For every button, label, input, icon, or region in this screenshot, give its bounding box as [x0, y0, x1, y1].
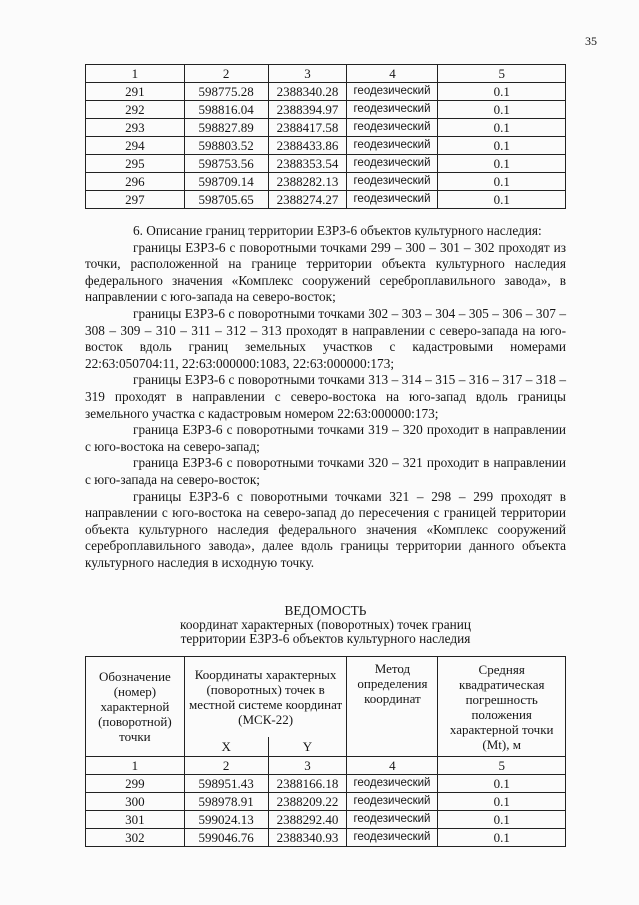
- method-cell: геодезический: [347, 119, 438, 137]
- header-cell: 5: [438, 65, 566, 83]
- x-coordinate-cell: 598775.28: [184, 83, 268, 101]
- method-cell: геодезический: [347, 137, 438, 155]
- point-number-cell: 299: [86, 775, 185, 793]
- point-number-cell: 296: [86, 173, 185, 191]
- accuracy-cell: 0.1: [438, 829, 566, 847]
- y-coordinate-cell: 2388394.97: [268, 101, 347, 119]
- vedomost-title: ВЕДОМОСТЬ: [284, 603, 367, 618]
- method-cell: геодезический: [347, 811, 438, 829]
- table-row: [86, 119, 566, 137]
- table-row: [86, 137, 566, 155]
- column-number: 4: [347, 757, 438, 775]
- table-row: [86, 101, 566, 119]
- y-coordinate-cell: 2388166.18: [268, 775, 347, 793]
- table-row: [86, 829, 566, 847]
- x-coordinate-cell: 599046.76: [184, 829, 268, 847]
- point-number-cell: 297: [86, 191, 185, 209]
- page-number: 35: [585, 34, 597, 48]
- accuracy-cell: 0.1: [438, 811, 566, 829]
- method-cell: геодезический: [347, 793, 438, 811]
- accuracy-cell: 0.1: [438, 793, 566, 811]
- y-coordinate-cell: 2388433.86: [268, 137, 347, 155]
- y-coordinate-cell: 2388340.93: [268, 829, 347, 847]
- accuracy-cell: 0.1: [438, 83, 566, 101]
- column-number: 3: [268, 757, 347, 775]
- point-number-cell: 292: [86, 101, 185, 119]
- header-designation: Обозначение (номер) характерной (поворотной) точки: [86, 657, 185, 757]
- point-number-cell: 294: [86, 137, 185, 155]
- header-cell: 2: [184, 65, 268, 83]
- header-x: X: [184, 737, 268, 757]
- x-coordinate-cell: 598705.65: [184, 191, 268, 209]
- paragraph: границы ЕЗРЗ-6 с поворотными точками 299 – 300 – 301 – 302 проходят из точки, расположенной на границе территории объекта культурного наследия федерального значения «Комплекс сооружений сереброплавильного завода», в направлении с юго-запада на северо-восток;: [85, 239, 566, 305]
- header-coordinates: Координаты характерных (поворотных) точек в местной системе координат (МСК-22): [184, 657, 347, 738]
- method-cell: геодезический: [347, 173, 438, 191]
- column-number: 5: [438, 757, 566, 775]
- paragraph: границы ЕЗРЗ-6 с поворотными точками 313 – 314 – 315 – 316 – 317 – 318 – 319 проходят в направлении с северо-востока на юго-запад вдоль границы земельного участка с кадастровым номером 22:63:000000:173;: [85, 372, 566, 421]
- table-row: [86, 811, 566, 829]
- y-coordinate-cell: 2388282.13: [268, 173, 347, 191]
- header-cell: 4: [347, 65, 438, 83]
- point-number-cell: 295: [86, 155, 185, 173]
- y-coordinate-cell: 2388274.27: [268, 191, 347, 209]
- header-cell: 1: [86, 65, 185, 83]
- header-y: Y: [268, 737, 347, 757]
- method-cell: геодезический: [347, 775, 438, 793]
- method-cell: геодезический: [347, 101, 438, 119]
- accuracy-cell: 0.1: [438, 119, 566, 137]
- paragraph: граница ЕЗРЗ-6 с поворотными точками 319 – 320 проходит в направлении с юго-востока на северо-запад;: [85, 422, 566, 454]
- method-cell: геодезический: [347, 155, 438, 173]
- x-coordinate-cell: 598827.89: [184, 119, 268, 137]
- point-number-cell: 300: [86, 793, 185, 811]
- header-accuracy: Средняя квадратическая погрешность положения характерной точки (Mt), м: [438, 657, 566, 757]
- table-row: [86, 83, 566, 101]
- y-coordinate-cell: 2388340.28: [268, 83, 347, 101]
- method-cell: геодезический: [347, 83, 438, 101]
- y-coordinate-cell: 2388417.58: [268, 119, 347, 137]
- table-row: [86, 173, 566, 191]
- point-number-cell: 291: [86, 83, 185, 101]
- paragraph: граница ЕЗРЗ-6 с поворотными точками 320 – 321 проходит в направлении с юго-запада на северо-восток;: [85, 455, 566, 487]
- x-coordinate-cell: 598978.91: [184, 793, 268, 811]
- column-number: 2: [184, 757, 268, 775]
- x-coordinate-cell: 598753.56: [184, 155, 268, 173]
- table-row: [86, 155, 566, 173]
- x-coordinate-cell: 599024.13: [184, 811, 268, 829]
- coordinates-table-top: [85, 64, 566, 209]
- header-method: Метод определения координат: [347, 657, 438, 757]
- point-number-cell: 293: [86, 119, 185, 137]
- vedomost-subtitle-2: территории ЕЗРЗ-6 объектов культурного наследия: [180, 631, 471, 646]
- paragraph: границы ЕЗРЗ-6 с поворотными точками 321 – 298 – 299 проходят в направлении с юго-востока на северо-запад до пересечения с границей территории объекта культурного наследия федерального значения «Комплекс сооружений сереброплавильного завода», далее вдоль границы территории данного объекта культурного наследия в исходную точку.: [85, 488, 566, 570]
- section-heading: 6. Описание границ территории ЕЗРЗ-6 объектов культурного наследия:: [133, 223, 542, 238]
- boundary-description: [85, 223, 566, 571]
- table-row: [86, 793, 566, 811]
- accuracy-cell: 0.1: [438, 173, 566, 191]
- table-header-row: [86, 65, 566, 83]
- x-coordinate-cell: 598709.14: [184, 173, 268, 191]
- vedomost-title-block: [85, 604, 566, 646]
- table-row: [86, 191, 566, 209]
- x-coordinate-cell: 598951.43: [184, 775, 268, 793]
- table-row: [86, 775, 566, 793]
- point-number-cell: 301: [86, 811, 185, 829]
- y-coordinate-cell: 2388353.54: [268, 155, 347, 173]
- coordinates-table-bottom: [85, 656, 566, 847]
- paragraph: границы ЕЗРЗ-6 с поворотными точками 302 – 303 – 304 – 305 – 306 – 307 – 308 – 309 – 310 – 311 – 312 – 313 проходят в направлении с северо-запада на юго-восток вдоль границ земельных участков с кадастровыми номерами 22:63:050704:11, 22:63:000000:1083, 22:63:000000:173;: [85, 305, 566, 371]
- method-cell: геодезический: [347, 191, 438, 209]
- accuracy-cell: 0.1: [438, 191, 566, 209]
- accuracy-cell: 0.1: [438, 155, 566, 173]
- accuracy-cell: 0.1: [438, 101, 566, 119]
- y-coordinate-cell: 2388292.40: [268, 811, 347, 829]
- x-coordinate-cell: 598816.04: [184, 101, 268, 119]
- header-cell: 3: [268, 65, 347, 83]
- column-number-row: [86, 757, 566, 775]
- accuracy-cell: 0.1: [438, 775, 566, 793]
- method-cell: геодезический: [347, 829, 438, 847]
- accuracy-cell: 0.1: [438, 137, 566, 155]
- vedomost-subtitle-1: координат характерных (поворотных) точек границ: [180, 617, 471, 632]
- x-coordinate-cell: 598803.52: [184, 137, 268, 155]
- column-number: 1: [86, 757, 185, 775]
- y-coordinate-cell: 2388209.22: [268, 793, 347, 811]
- point-number-cell: 302: [86, 829, 185, 847]
